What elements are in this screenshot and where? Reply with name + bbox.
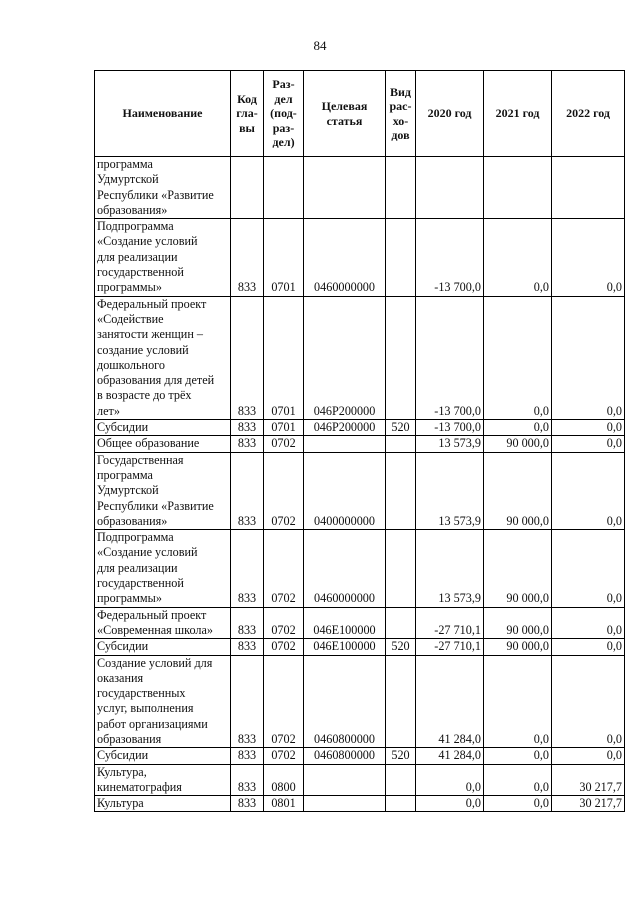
header-2021: 2021 год — [484, 71, 552, 157]
cell-2021: 0,0 — [484, 420, 552, 436]
cell-target: 0460800000 — [304, 655, 386, 748]
cell-type — [386, 219, 416, 296]
cell-name: Подпрограмма «Создание условий для реализации государственной программы» — [95, 219, 231, 296]
cell-2021: 90 000,0 — [484, 607, 552, 639]
cell-code: 833 — [231, 764, 264, 796]
budget-table — [94, 70, 625, 812]
cell-target: 046P200000 — [304, 296, 386, 419]
cell-2020: 0,0 — [416, 796, 484, 812]
header-section: Раз- дел (под- раз- дел) — [264, 71, 304, 157]
cell-code: 833 — [231, 748, 264, 764]
cell-name: Субсидии — [95, 748, 231, 764]
cell-2021: 0,0 — [484, 796, 552, 812]
table-row — [95, 436, 625, 452]
header-type: Вид рас- хо- дов — [386, 71, 416, 157]
cell-name: Федеральный проект «Современная школа» — [95, 607, 231, 639]
cell-2020 — [416, 157, 484, 219]
cell-code: 833 — [231, 639, 264, 655]
cell-2022: 0,0 — [552, 219, 625, 296]
cell-name: программа Удмуртской Республики «Развитие образования» — [95, 157, 231, 219]
cell-2022: 0,0 — [552, 655, 625, 748]
cell-2022: 30 217,7 — [552, 796, 625, 812]
header-row — [95, 71, 625, 157]
cell-2021: 90 000,0 — [484, 452, 552, 529]
cell-2020: 41 284,0 — [416, 748, 484, 764]
cell-type — [386, 764, 416, 796]
cell-name: Культура — [95, 796, 231, 812]
table-body — [95, 157, 625, 812]
cell-target: 0460800000 — [304, 748, 386, 764]
cell-target: 046E100000 — [304, 639, 386, 655]
cell-2022: 0,0 — [552, 530, 625, 607]
cell-code: 833 — [231, 219, 264, 296]
page-number: 84 — [313, 38, 327, 53]
cell-2022: 0,0 — [552, 748, 625, 764]
cell-2020: -27 710,1 — [416, 639, 484, 655]
cell-2021: 0,0 — [484, 655, 552, 748]
table-row — [95, 748, 625, 764]
cell-section: 0801 — [264, 796, 304, 812]
cell-section: 0702 — [264, 452, 304, 529]
header-name: Наименование — [95, 71, 231, 157]
cell-target — [304, 436, 386, 452]
cell-section: 0702 — [264, 639, 304, 655]
cell-name: Федеральный проект «Содействие занятости женщин – создание условий дошкольного образования для детей в возрасте до трёх лет» — [95, 296, 231, 419]
cell-2021: 0,0 — [484, 296, 552, 419]
cell-2022: 30 217,7 — [552, 764, 625, 796]
cell-2021: 90 000,0 — [484, 436, 552, 452]
cell-type: 520 — [386, 420, 416, 436]
table-row — [95, 639, 625, 655]
cell-name: Государственная программа Удмуртской Республики «Развитие образования» — [95, 452, 231, 529]
cell-type — [386, 436, 416, 452]
cell-2020: -13 700,0 — [416, 420, 484, 436]
table-header — [95, 71, 625, 157]
cell-2020: 41 284,0 — [416, 655, 484, 748]
cell-name: Субсидии — [95, 420, 231, 436]
cell-code: 833 — [231, 530, 264, 607]
table-row — [95, 764, 625, 796]
cell-2022: 0,0 — [552, 607, 625, 639]
cell-section: 0702 — [264, 530, 304, 607]
cell-code — [231, 157, 264, 219]
cell-name: Создание условий для оказания государственных услуг, выполнения работ организациями образования — [95, 655, 231, 748]
cell-section: 0702 — [264, 748, 304, 764]
cell-type — [386, 452, 416, 529]
table-row — [95, 219, 625, 296]
cell-2020: 13 573,9 — [416, 452, 484, 529]
cell-code: 833 — [231, 420, 264, 436]
cell-2021: 0,0 — [484, 219, 552, 296]
cell-section: 0702 — [264, 607, 304, 639]
cell-2022: 0,0 — [552, 296, 625, 419]
cell-code: 833 — [231, 796, 264, 812]
cell-target: 0400000000 — [304, 452, 386, 529]
cell-2021: 90 000,0 — [484, 639, 552, 655]
cell-2022: 0,0 — [552, 436, 625, 452]
header-code: Код гла- вы — [231, 71, 264, 157]
cell-code: 833 — [231, 655, 264, 748]
table-row — [95, 530, 625, 607]
cell-target — [304, 157, 386, 219]
cell-code: 833 — [231, 436, 264, 452]
cell-name: Культура, кинематография — [95, 764, 231, 796]
cell-type: 520 — [386, 639, 416, 655]
cell-2020: -13 700,0 — [416, 219, 484, 296]
cell-name: Подпрограмма «Создание условий для реализации государственной программы» — [95, 530, 231, 607]
cell-2022: 0,0 — [552, 420, 625, 436]
cell-target: 0460000000 — [304, 530, 386, 607]
cell-2020: 13 573,9 — [416, 530, 484, 607]
cell-target: 0460000000 — [304, 219, 386, 296]
cell-section: 0701 — [264, 420, 304, 436]
cell-section: 0701 — [264, 219, 304, 296]
cell-name: Субсидии — [95, 639, 231, 655]
cell-2021: 0,0 — [484, 748, 552, 764]
cell-2021 — [484, 157, 552, 219]
cell-2021: 90 000,0 — [484, 530, 552, 607]
header-2020: 2020 год — [416, 71, 484, 157]
cell-2020: -13 700,0 — [416, 296, 484, 419]
cell-section: 0702 — [264, 655, 304, 748]
cell-type — [386, 607, 416, 639]
cell-target: 046E100000 — [304, 607, 386, 639]
cell-2022: 0,0 — [552, 452, 625, 529]
cell-type — [386, 296, 416, 419]
table-row — [95, 655, 625, 748]
header-target: Целевая статья — [304, 71, 386, 157]
cell-target — [304, 796, 386, 812]
cell-target — [304, 764, 386, 796]
cell-2022: 0,0 — [552, 639, 625, 655]
table-row — [95, 296, 625, 419]
cell-2020: -27 710,1 — [416, 607, 484, 639]
cell-code: 833 — [231, 607, 264, 639]
table-row — [95, 420, 625, 436]
cell-name: Общее образование — [95, 436, 231, 452]
cell-section: 0702 — [264, 436, 304, 452]
cell-section: 0800 — [264, 764, 304, 796]
cell-type — [386, 530, 416, 607]
cell-code: 833 — [231, 452, 264, 529]
table-row — [95, 607, 625, 639]
table-row — [95, 796, 625, 812]
cell-code: 833 — [231, 296, 264, 419]
cell-2022 — [552, 157, 625, 219]
cell-section: 0701 — [264, 296, 304, 419]
table-row — [95, 157, 625, 219]
cell-2020: 0,0 — [416, 764, 484, 796]
table-row — [95, 452, 625, 529]
cell-type: 520 — [386, 748, 416, 764]
cell-type — [386, 796, 416, 812]
cell-section — [264, 157, 304, 219]
cell-type — [386, 157, 416, 219]
cell-target: 046P200000 — [304, 420, 386, 436]
cell-type — [386, 655, 416, 748]
cell-2020: 13 573,9 — [416, 436, 484, 452]
cell-2021: 0,0 — [484, 764, 552, 796]
header-2022: 2022 год — [552, 71, 625, 157]
